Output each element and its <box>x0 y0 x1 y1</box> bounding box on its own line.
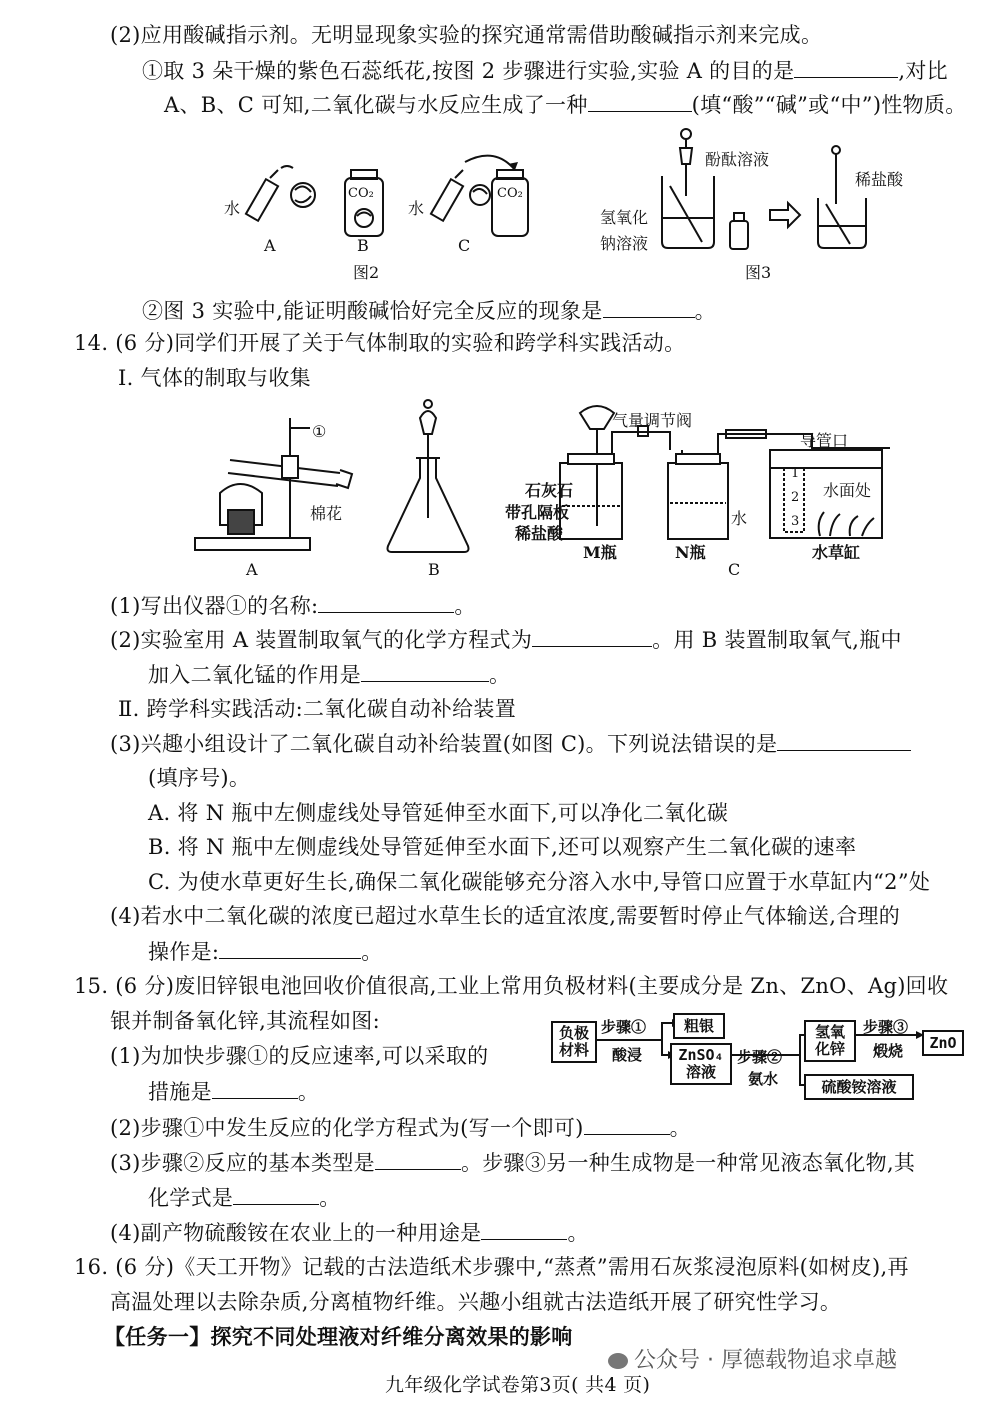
q16-line1: 16. (6 分)《天工开物》记载的古法造纸术步骤中,“蒸煮”需用石灰浆浸泡原料(如树皮),再 <box>74 1255 909 1279</box>
q14-q2-text-b: 。用 B 装置制取氧气,瓶中 <box>652 628 902 652</box>
q14-q4-line2: 操作是: 。 <box>148 936 383 967</box>
fig2-co2-b: CO₂ <box>348 186 374 201</box>
apparatus-c-plate: 带孔隔板 <box>505 503 570 522</box>
q15-header-2: 银并制备氧化锌,其流程如图: <box>110 1009 380 1033</box>
answer-blank[interactable] <box>375 1147 461 1170</box>
fig3-caption: 图3 <box>745 263 772 282</box>
fig2-label-a: A <box>264 236 276 255</box>
fig2-co2-c: CO₂ <box>497 186 523 201</box>
q14-option-c: C. 为使水草更好生长,确保二氧化碳能够充分溶入水中,导管口应置于水草缸内“2”处 <box>148 870 931 894</box>
answer-blank[interactable] <box>318 590 454 613</box>
q14-q3-line1 <box>110 728 911 759</box>
q14-q4-line1: (4)若水中二氧化碳的浓度已超过水草生长的适宜浓度,需要暂时停止气体输送,合理的 <box>110 904 901 928</box>
q14-q4-text-b: 操作是: <box>148 940 220 964</box>
q14-option-b: B. 将 N 瓶中左侧虚线处导管延伸至水面下,还可以观察产生二氧化碳的速率 <box>148 835 857 859</box>
apparatus-c-surface: 水面处 <box>823 481 872 500</box>
apparatus-c-pos-1: 1 <box>791 466 800 481</box>
flow-step1-label: 步骤① <box>601 1018 647 1036</box>
q16-line2: 高温处理以去除杂质,分离植物纤维。兴趣小组就古法造纸开展了研究性学习。 <box>110 1290 842 1314</box>
q15-q1-line2: 措施是 。 <box>148 1076 319 1107</box>
q15-q3-text-b: 。步骤③另一种生成物是一种常见液态氧化物,其 <box>460 1151 916 1175</box>
apparatus-b-label: B <box>428 560 440 579</box>
fig2-label-b: B <box>357 236 369 255</box>
q15-header: 15. (6 分)废旧锌银电池回收价值很高,工业上常用负极材料(主要成分是 Zn、ZnO、Ag)回收 <box>74 974 949 998</box>
flow-znso4-solution: ZnSO₄ 溶液 <box>670 1043 732 1085</box>
figure-2-drawing <box>215 150 545 250</box>
answer-blank[interactable] <box>603 295 695 318</box>
fig2-water-a: 水 <box>224 199 241 218</box>
q15-q2-line: (2)步骤①中发生反应的化学方程式为(写一个即可) 。 <box>110 1112 691 1143</box>
q15-q1-text-b: 措施是 <box>148 1080 212 1104</box>
page-footer: 九年级化学试卷第3页( 共4 页) <box>385 1374 651 1396</box>
fig3-hcl-label: 稀盐酸 <box>855 170 904 189</box>
q14-section2: Ⅱ. 跨学科实践活动:二氧化碳自动补给装置 <box>118 697 516 721</box>
flow-raw-material: 负极 材料 <box>551 1021 597 1063</box>
answer-blank[interactable] <box>212 1076 298 1099</box>
q15-q3-text-a: (3)步骤②反应的基本类型是 <box>110 1151 375 1175</box>
fig2-water-c: 水 <box>408 199 425 218</box>
flow-ammonium-sulfate: 硫酸铵溶液 <box>804 1074 914 1100</box>
q14-option-a: A. 将 N 瓶中左侧虚线处导管延伸至水面下,可以净化二氧化碳 <box>148 801 729 825</box>
watermark <box>608 1343 897 1374</box>
q14-q2-line2: 加入二氧化锰的作用是 。 <box>148 659 510 690</box>
q13-sub1-line1 <box>142 55 948 86</box>
apparatus-c-m-bottle: M瓶 <box>583 543 617 562</box>
flow-step3-op: 煅烧 <box>873 1042 904 1060</box>
q13-sub1-text-b: ,对比 <box>898 59 948 83</box>
answer-blank[interactable] <box>532 624 652 647</box>
apparatus-c-n-bottle: N瓶 <box>675 543 706 562</box>
apparatus-c-water: 水 <box>731 509 748 528</box>
q14-q3-text-a: (3)兴趣小组设计了二氧化碳自动补给装置(如图 C)。下列说法错误的是 <box>110 732 778 756</box>
q14-q1-line: (1)写出仪器①的名称: 。 <box>110 590 476 621</box>
answer-blank[interactable] <box>588 89 692 112</box>
apparatus-c-limestone: 石灰石 <box>525 481 574 500</box>
answer-blank[interactable] <box>219 936 361 959</box>
apparatus-c-valve: 气量调节阀 <box>612 411 693 430</box>
q15-q3-text-c: 化学式是 <box>148 1186 234 1210</box>
fig3-naoh-label-1: 氢氧化 <box>600 208 649 227</box>
apparatus-a-label: A <box>246 560 258 579</box>
flow-zno: ZnO <box>922 1030 964 1056</box>
q14-q3-text-b: (填序号)。 <box>148 766 251 790</box>
q13-sub1-text-d: (填“酸”“碱”或“中”)性物质。 <box>691 93 967 117</box>
q14-q2-line1 <box>110 624 902 655</box>
fig2-label-c: C <box>458 236 471 255</box>
flow-step3-label: 步骤③ <box>863 1018 909 1036</box>
q14-q2-text-c: 加入二氧化锰的作用是 <box>148 663 361 687</box>
answer-blank[interactable] <box>361 659 489 682</box>
q15-q4-text: (4)副产物硫酸铵在农业上的一种用途是 <box>110 1221 482 1245</box>
q15-q1-line1: (1)为加快步骤①的反应速率,可以采取的 <box>110 1044 489 1068</box>
apparatus-c-pos-3: 3 <box>791 514 800 529</box>
q14-header: 14. (6 分)同学们开展了关于气体制取的实验和跨学科实践活动。 <box>74 331 686 355</box>
flow-step1-op: 酸浸 <box>612 1046 643 1064</box>
fig2-caption: 图2 <box>353 263 380 282</box>
apparatus-a-cotton: 棉花 <box>310 504 343 523</box>
flow-step2-op: 氨水 <box>748 1070 779 1088</box>
fig3-phenol-label: 酚酞溶液 <box>705 150 770 169</box>
wechat-icon <box>608 1353 628 1369</box>
answer-blank[interactable] <box>584 1112 670 1135</box>
watermark-text: 公众号 · 厚德载物追求卓越 <box>634 1348 897 1373</box>
apparatus-c-pipe-mouth: 导管口 <box>800 431 849 450</box>
q14-section1: Ⅰ. 气体的制取与收集 <box>118 366 311 390</box>
answer-blank[interactable] <box>794 55 898 78</box>
apparatus-a-marker-1: ① <box>312 422 327 441</box>
q13-part2-intro: (2)应用酸碱指示剂。无明显现象实验的探究通常需借助酸碱指示剂来完成。 <box>110 23 823 47</box>
apparatus-c-tank: 水草缸 <box>812 543 861 562</box>
answer-blank[interactable] <box>481 1217 567 1240</box>
q13-sub2-text: ②图 3 实验中,能证明酸碱恰好完全反应的现象是 <box>142 299 603 323</box>
q15-q3-line1 <box>110 1147 915 1178</box>
q15-q4-line: (4)副产物硫酸铵在农业上的一种用途是 。 <box>110 1217 589 1248</box>
apparatus-c-acid: 稀盐酸 <box>515 524 564 543</box>
q13-sub1-text-a: ①取 3 朵干燥的紫色石蕊纸花,按图 2 步骤进行实验,实验 A 的目的是 <box>142 59 795 83</box>
q13-sub1-line2 <box>164 89 967 120</box>
q13-sub1-text-c: A、B、C 可知,二氧化碳与水反应生成了一种 <box>164 93 588 117</box>
answer-blank[interactable] <box>233 1182 319 1205</box>
fig3-naoh-label-2: 钠溶液 <box>600 234 649 253</box>
flow-step2-label: 步骤② <box>737 1048 783 1066</box>
q14-q2-text-a: (2)实验室用 A 装置制取氧气的化学方程式为 <box>110 628 533 652</box>
flow-crude-silver: 粗银 <box>673 1013 725 1039</box>
apparatus-c-pos-2: 2 <box>791 490 800 505</box>
q14-q1-text: (1)写出仪器①的名称: <box>110 594 319 618</box>
answer-blank[interactable] <box>777 728 911 751</box>
q15-q3-line2: 化学式是 。 <box>148 1182 341 1213</box>
q16-task1: 【任务一】探究不同处理液对纤维分离效果的影响 <box>104 1325 573 1349</box>
apparatus-c-label: C <box>728 560 741 579</box>
q13-sub2-line: ②图 3 实验中,能证明酸碱恰好完全反应的现象是 。 <box>142 295 716 326</box>
q15-q2-text: (2)步骤①中发生反应的化学方程式为(写一个即可) <box>110 1116 584 1140</box>
flow-zinc-hydroxide: 氢氧 化锌 <box>804 1020 856 1062</box>
